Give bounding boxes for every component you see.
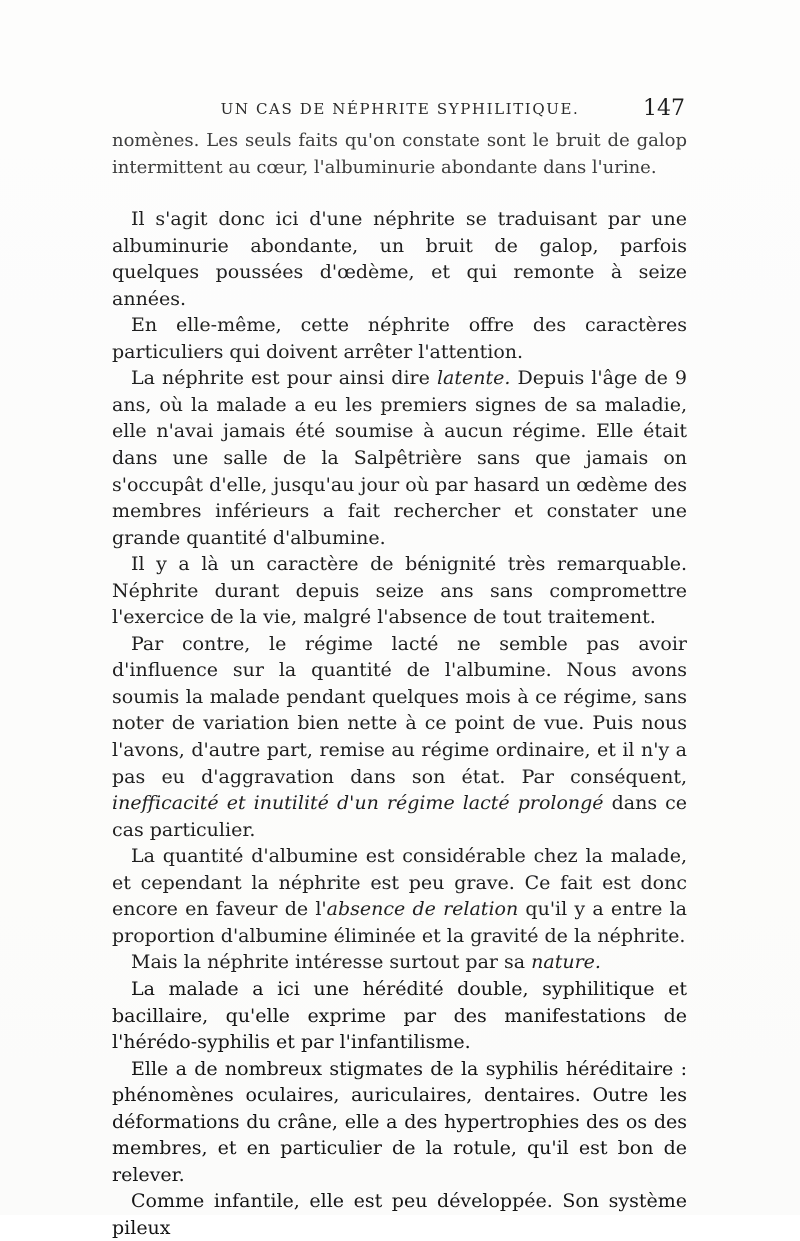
paragraph-2 <box>112 206 687 312</box>
paragraph-6-text-a: Par contre, le régime lacté ne semble pas avoir d'influence sur la quantité de l'albumine. Nous avons soumis la malade pendant quelques mois à ce régime, sans noter de variation bien nette à ce point de vue. Puis nous l'avons, d'autre part, remise au régime ordinaire, et il n'y a pas eu d'aggravation dans son état. Par conséquent, <box>112 632 687 788</box>
paragraph-4 <box>112 365 687 551</box>
paragraph-9 <box>112 976 687 1056</box>
running-head <box>115 96 685 124</box>
paragraph-7-text-a: La quantité d'albumine est considérable chez la malade, et cependant la néphrite est peu grave. Ce fait est donc encore en faveur de l' <box>112 845 687 921</box>
paragraph-9-text: La malade a ici une hérédité double, syphilitique et bacillaire, qu'elle exprime par des manifestations de l'hérédo-syphilis et par l'infantilisme. <box>112 977 687 1054</box>
paragraph-11-text: Comme infantile, elle est peu développée. Son système pileux <box>112 1190 687 1239</box>
paragraph-3 <box>112 312 687 365</box>
paragraph-5 <box>112 551 687 631</box>
paragraph-6-italic: inefficacité et inutilité d'un régime lacté prolongé <box>112 792 604 815</box>
paragraph-10-text: Elle a de nombreux stigmates de la syphilis héréditaire : phénomènes oculaires, auriculaires, dentaires. Outre les déformations du crâne, elle a des hypertrophies des os des membres, et en particulier de la rotule, qu'il est bon de relever. <box>112 1057 687 1186</box>
body-text <box>112 128 687 1241</box>
paragraph-7 <box>112 843 687 949</box>
running-title: UN CAS DE NÉPHRITE SYPHILITIQUE. <box>220 100 580 118</box>
paragraph-1-text: nomènes. Les seuls faits qu'on constate sont le bruit de galop intermittent au cœur, l'albuminurie abondante dans l'urine. <box>112 130 687 178</box>
paragraph-4-text-a: La néphrite est pour ainsi dire <box>131 367 437 390</box>
paragraph-10 <box>112 1056 687 1189</box>
page-number: 147 <box>643 96 685 121</box>
paragraph-7-text-b: qu'il y a entre la proportion d'albumine éliminée et la gravité de la néphrite. <box>112 898 687 947</box>
paragraph-5-text: Il y a là un caractère de bénignité très remarquable. Néphrite durant depuis seize ans sans compromettre l'exercice de la vie, malgré l'absence de tout traitement. <box>112 553 687 629</box>
paragraph-1 <box>112 128 687 181</box>
paragraph-8 <box>112 949 687 976</box>
paragraph-3-text: En elle-même, cette néphrite offre des caractères particuliers qui doivent arrêter l'attention. <box>112 314 687 363</box>
paragraph-7-italic: absence de relation <box>326 898 519 921</box>
paragraph-4-text-b: Depuis l'âge de 9 ans, où la malade a eu les premiers signes de sa maladie, elle n'avai jamais été soumise à aucun régime. Elle était dans une salle de la Salpêtrière sans que jamais on s'occupât d'elle, jusqu'au jour où par hasard un œdème des membres inférieurs a fait rechercher et constater une grande quantité d'albumine. <box>112 367 687 549</box>
paragraph-2-text: Il s'agit donc ici d'une néphrite se traduisant par une albuminurie abondante, un bruit de galop, parfois quelques poussées d'œdème, et qui remonte à seize années. <box>112 208 687 310</box>
paragraph-6 <box>112 631 687 843</box>
paragraph-6-text-b: dans ce cas particulier. <box>112 792 687 841</box>
paragraph-8-italic: nature. <box>531 951 601 974</box>
paragraph-8-text-a: Mais la néphrite intéresse surtout par sa <box>131 951 532 974</box>
paragraph-4-italic: latente. <box>436 367 511 390</box>
